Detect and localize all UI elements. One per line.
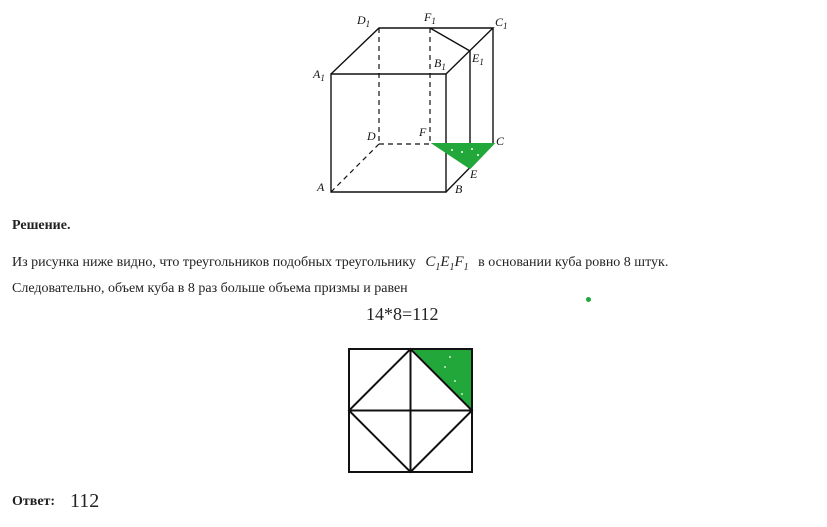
solution-heading: Решение. <box>12 218 71 233</box>
base-diagram <box>340 340 480 480</box>
label-a: A <box>317 180 325 194</box>
label-a1: $A_1$ <box>313 67 325 83</box>
label-f: F <box>419 125 427 139</box>
answer-value: 112 <box>70 490 100 512</box>
prism-base-triangle <box>434 144 493 168</box>
solution-text-after: в основании куба ровно 8 штук. <box>478 255 669 270</box>
label-b: B <box>455 182 463 196</box>
equation: 14*8=112 <box>366 304 439 324</box>
label-f1: $F_1$ <box>424 10 436 26</box>
green-dot <box>586 297 591 302</box>
triangle-formula: $C_1E_1F_1$ <box>425 254 469 273</box>
label-c1: $C_1$ <box>495 15 508 31</box>
label-c: C <box>496 134 505 148</box>
solution-paragraph <box>12 252 812 299</box>
label-e: E <box>470 167 478 181</box>
solution-text-before: Из рисунка ниже видно, что треугольников подобных треугольнику <box>12 255 416 270</box>
label-b1: $B_1$ <box>434 56 446 72</box>
solution-line-2: Следовательно, объем куба в 8 раз больше объема призмы и равен <box>12 281 408 296</box>
edge-f1-e1 <box>430 28 470 51</box>
label-d: D <box>367 129 376 143</box>
front-face <box>331 74 446 192</box>
label-d1: $D_1$ <box>357 13 371 29</box>
cube-figure <box>300 0 540 205</box>
label-e1: $E_1$ <box>472 51 484 67</box>
hidden-edge-a-d <box>331 144 379 192</box>
answer-label: Ответ: <box>12 494 56 509</box>
